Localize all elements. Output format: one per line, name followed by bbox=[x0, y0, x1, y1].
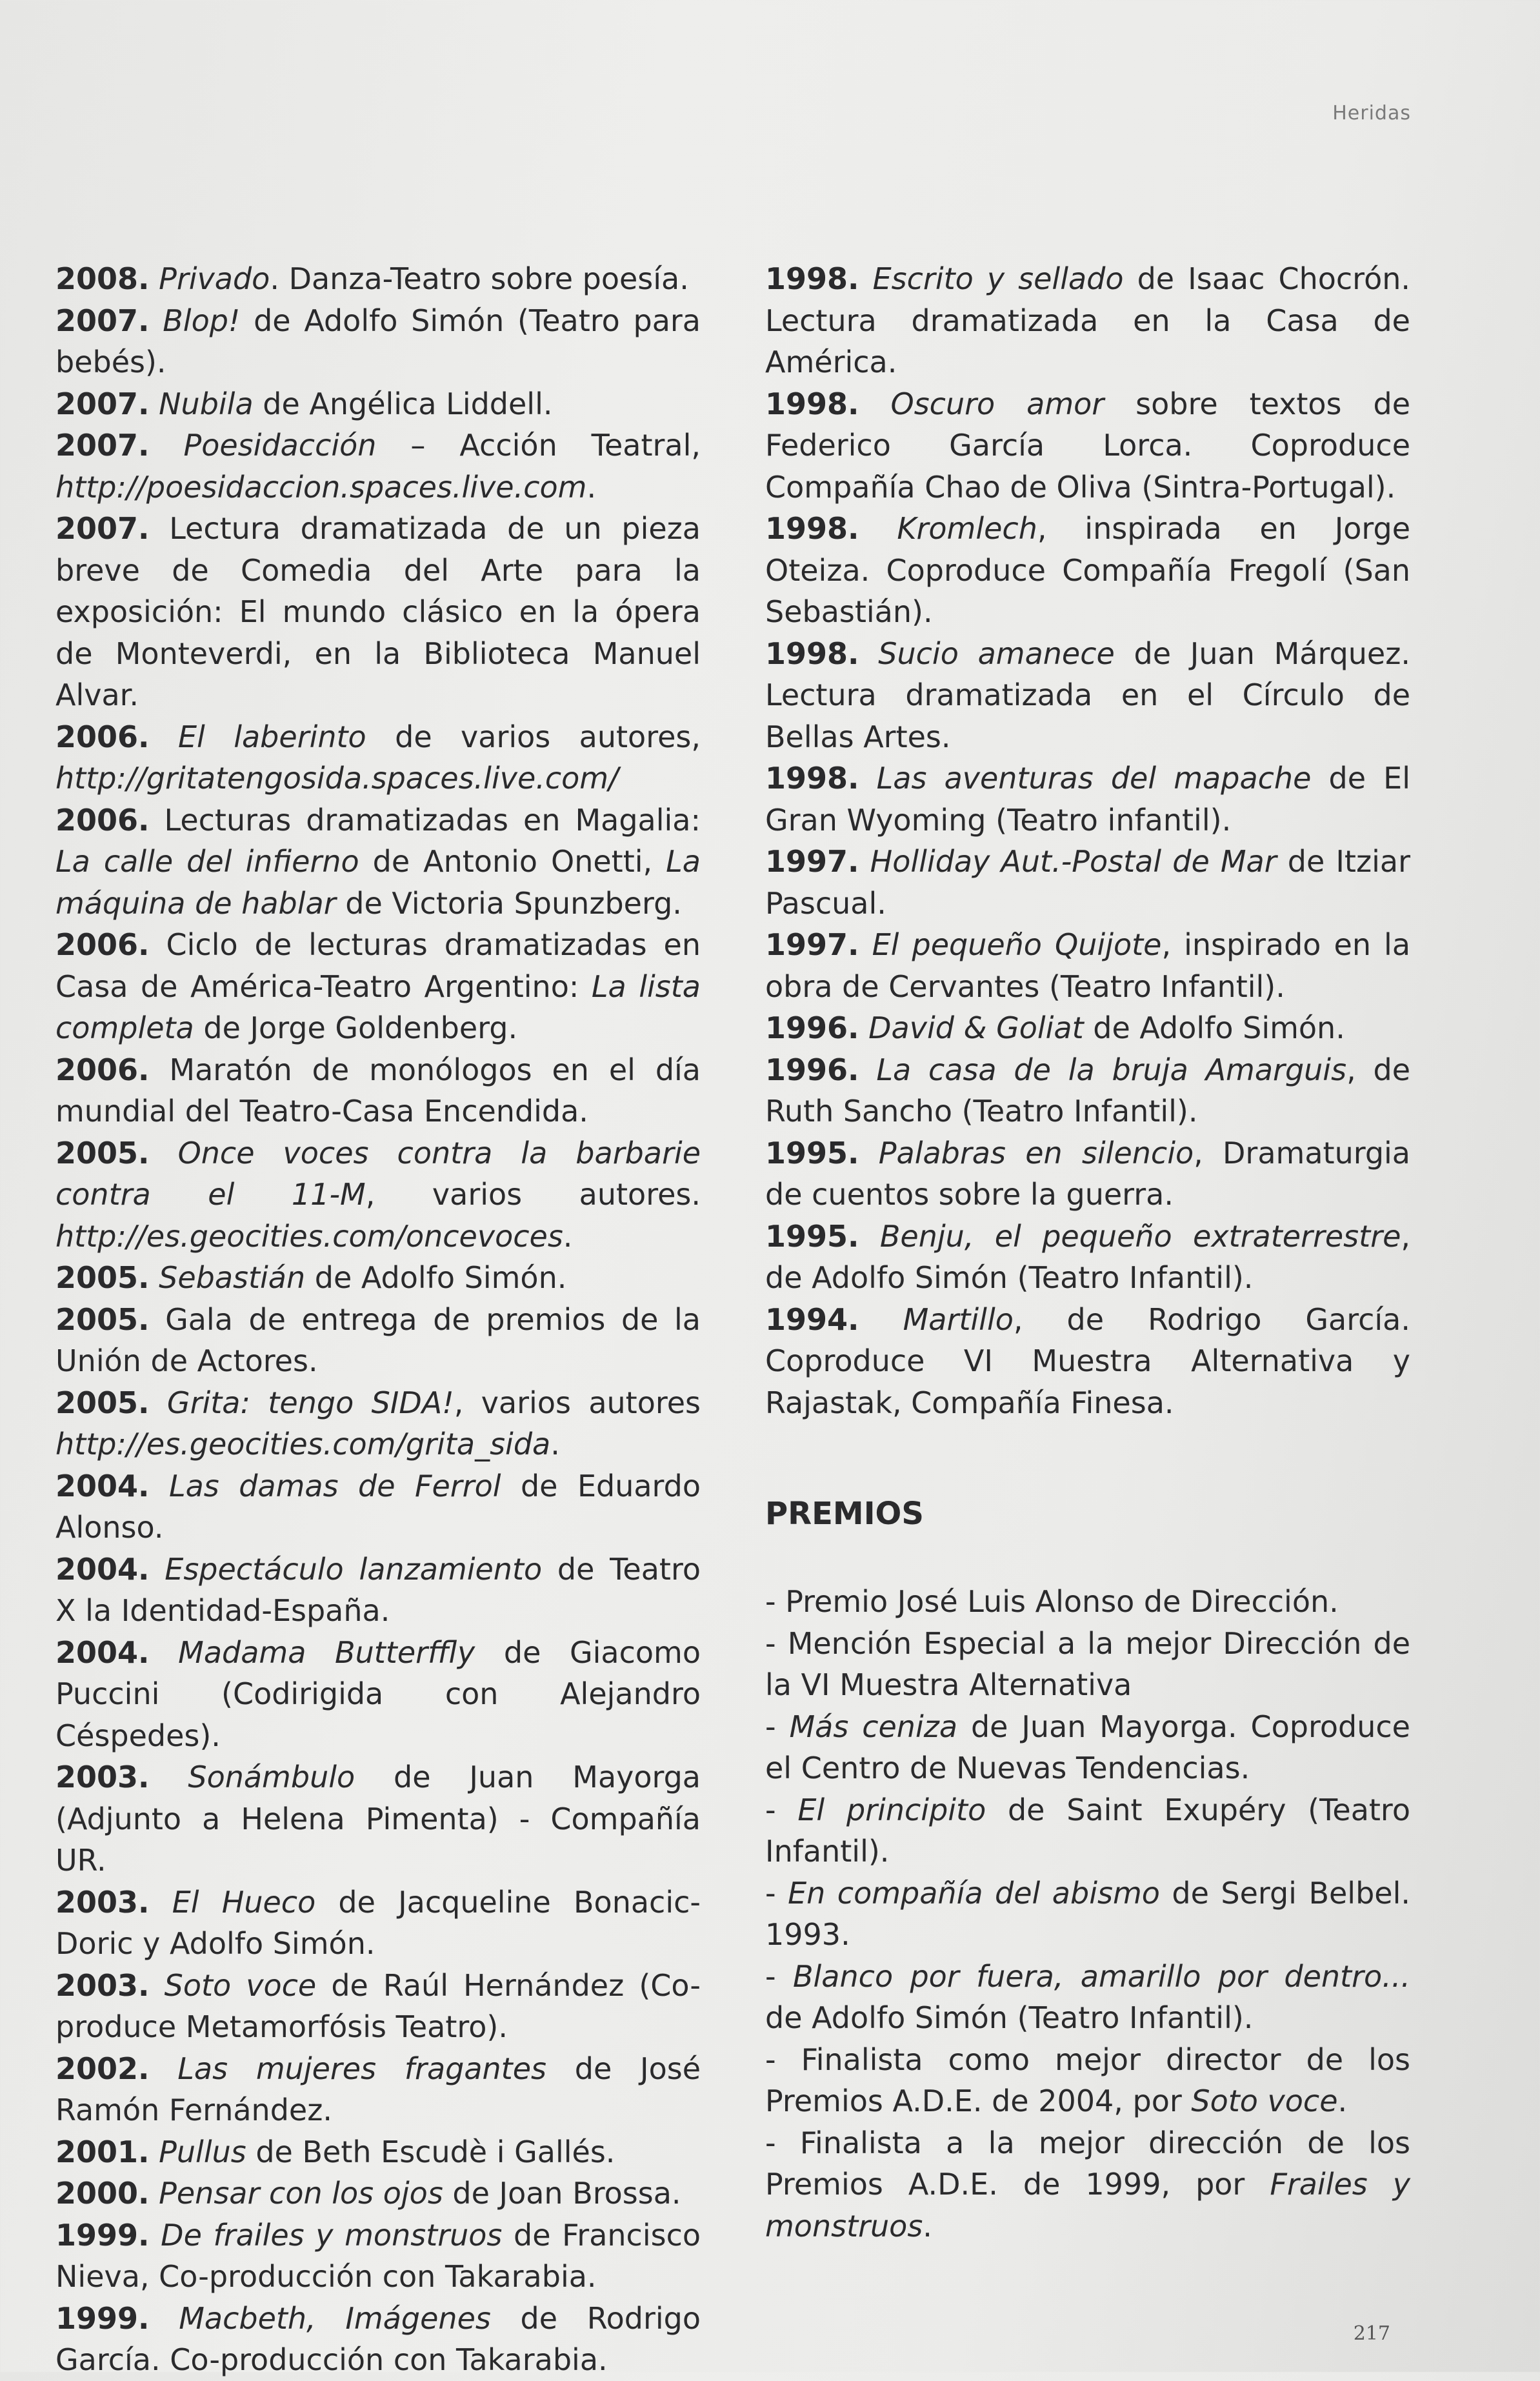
text-run: Ciclo de lecturas dramatizadas en Casa de América-Teatro Argentino: bbox=[55, 927, 701, 1004]
text-run: de Adolfo Simón (Teatro Infantil). bbox=[765, 2000, 1254, 2035]
italic-title: Escrito y sellado bbox=[872, 261, 1124, 296]
text-run bbox=[150, 2176, 159, 2211]
text-run bbox=[150, 1552, 165, 1587]
production-entry bbox=[55, 1756, 701, 1882]
entry-year: 2004. bbox=[55, 1551, 150, 1587]
italic-title: Benju, el pequeño extraterrestre bbox=[879, 1218, 1401, 1254]
italic-title: Privado bbox=[159, 261, 270, 296]
italic-title: La máquina de hablar bbox=[55, 844, 701, 921]
production-entry bbox=[55, 1632, 701, 1757]
entry-year: 2006. bbox=[55, 802, 150, 838]
text-run: - bbox=[765, 1792, 798, 1827]
left-column bbox=[55, 258, 701, 2381]
italic-title: Oscuro amor bbox=[890, 386, 1105, 421]
text-run: de Antonio Onetti, bbox=[359, 844, 666, 879]
italic-title: De frailes y monstruos bbox=[161, 2217, 503, 2253]
text-run bbox=[859, 1136, 879, 1170]
text-run: – Acción Teatral, bbox=[376, 428, 701, 463]
italic-title: Poesidacción bbox=[183, 428, 377, 463]
text-run bbox=[150, 303, 163, 338]
text-run: de Juan Márquez. Lectura dramatizada en el Círculo de Bellas Artes. bbox=[765, 636, 1410, 754]
text-run: , varios autores. bbox=[365, 1177, 701, 1212]
italic-title: El laberinto bbox=[177, 719, 366, 754]
production-entry bbox=[55, 1049, 701, 1132]
text-run: , de Adolfo Simón (Teatro Infantil). bbox=[765, 1218, 1410, 1295]
text-run: de Raúl Hernández (Co-produce Metamorfósis Teatro). bbox=[55, 1967, 701, 2044]
text-run: de Giacomo Puccini (Codirigida con Alejandro Céspedes). bbox=[55, 1634, 701, 1753]
text-run bbox=[859, 636, 879, 671]
page-number: 217 bbox=[1353, 2322, 1390, 2345]
production-entry bbox=[55, 1257, 701, 1299]
production-entry bbox=[55, 1465, 701, 1549]
italic-title: http://poesidaccion.spaces.live.com bbox=[55, 469, 587, 505]
italic-title: Frailes y monstruos bbox=[765, 2167, 1410, 2244]
prize-item bbox=[765, 1873, 1410, 1956]
text-run bbox=[150, 2218, 161, 2253]
text-run bbox=[859, 1010, 869, 1045]
entry-year: 2005. bbox=[55, 1135, 150, 1170]
italic-title: El Hueco bbox=[172, 1884, 316, 1920]
prize-item bbox=[765, 1706, 1410, 1789]
production-entry bbox=[55, 1299, 701, 1382]
production-entry bbox=[55, 716, 701, 799]
entry-year: 2005. bbox=[55, 1385, 150, 1420]
text-run: de Adolfo Simón. bbox=[1083, 1010, 1345, 1045]
entry-year: 1998. bbox=[765, 511, 859, 546]
entry-year: 2002. bbox=[55, 2051, 150, 2086]
prize-item bbox=[765, 1789, 1410, 1873]
text-run: . bbox=[923, 2208, 932, 2244]
text-run bbox=[150, 1760, 188, 1794]
text-run bbox=[150, 1635, 179, 1670]
entry-year: 2003. bbox=[55, 1760, 150, 1794]
entry-year: 1999. bbox=[55, 2217, 150, 2253]
text-run: de Sergi Belbel. 1993. bbox=[765, 1875, 1410, 1952]
text-run: Gala de entrega de premios de la Unión de Actores. bbox=[55, 1301, 701, 1378]
text-run: de varios autores, bbox=[366, 719, 701, 754]
text-run bbox=[859, 261, 873, 296]
text-run bbox=[859, 1219, 880, 1254]
text-run bbox=[859, 1302, 903, 1337]
prize-item bbox=[765, 2122, 1410, 2247]
text-run: de Joan Brossa. bbox=[443, 2176, 681, 2211]
entry-year: 2008. bbox=[55, 261, 150, 296]
entry-year: 1995. bbox=[765, 1218, 859, 1254]
text-run: de Teatro X la Identidad-España. bbox=[55, 1551, 701, 1628]
entry-year: 2006. bbox=[55, 1052, 150, 1087]
italic-title: Sonámbulo bbox=[188, 1760, 355, 1794]
text-run: de Angélica Liddell. bbox=[253, 386, 553, 421]
production-entry bbox=[765, 758, 1410, 841]
production-entry bbox=[55, 1382, 701, 1465]
production-entry bbox=[55, 1132, 701, 1258]
entry-year: 1998. bbox=[765, 386, 859, 421]
production-entry bbox=[765, 258, 1410, 383]
entry-year: 2000. bbox=[55, 2176, 150, 2211]
right-entries bbox=[765, 258, 1410, 1423]
production-entry bbox=[55, 924, 701, 1049]
italic-title: La lista completa bbox=[55, 969, 701, 1045]
italic-title: Las mujeres fragantes bbox=[177, 2051, 546, 2086]
text-run bbox=[150, 1885, 172, 1920]
text-run bbox=[859, 511, 897, 546]
text-run bbox=[150, 2301, 179, 2336]
text-run: , inspirado en la obra de Cervantes (Teatro Infantil). bbox=[765, 927, 1411, 1004]
production-entry bbox=[55, 383, 701, 425]
text-run: - bbox=[765, 1875, 788, 1911]
text-run: . Danza-Teatro sobre poesía. bbox=[270, 261, 689, 296]
production-entry bbox=[765, 1007, 1410, 1049]
text-run bbox=[150, 2051, 178, 2086]
italic-title: El principito bbox=[797, 1792, 986, 1827]
premios-list bbox=[765, 1581, 1410, 2247]
entry-year: 2007. bbox=[55, 511, 150, 546]
text-run bbox=[150, 428, 184, 463]
premios-heading: PREMIOS bbox=[765, 1496, 924, 1532]
production-entry bbox=[55, 2215, 701, 2298]
entry-year: 2005. bbox=[55, 1260, 150, 1295]
text-run: - Mención Especial a la mejor Dirección de la VI Muestra Alternativa bbox=[765, 1625, 1410, 1702]
text-run bbox=[150, 1260, 159, 1295]
production-entry bbox=[765, 924, 1410, 1007]
text-run: de Itziar Pascual. bbox=[765, 844, 1410, 921]
text-run: de Jorge Goldenberg. bbox=[194, 1010, 518, 1045]
text-run: de Juan Mayorga (Adjunto a Helena Pimenta) - Compañía UR. bbox=[55, 1760, 701, 1878]
entry-year: 2003. bbox=[55, 1967, 150, 2003]
text-run: sobre textos de Federico García Lorca. Coproduce Compañía Chao de Oliva (Sintra-Portugal). bbox=[765, 386, 1410, 505]
entry-year: 2007. bbox=[55, 428, 150, 463]
text-run: de Francisco Nieva, Co-producción con Takarabia. bbox=[55, 2217, 701, 2294]
italic-title: Once voces contra la barbarie contra el 11-M bbox=[55, 1135, 701, 1212]
entry-year: 1994. bbox=[765, 1301, 859, 1337]
italic-title: Macbeth, Imágenes bbox=[179, 2300, 491, 2336]
italic-title: Holliday Aut.-Postal de Mar bbox=[870, 844, 1277, 879]
entry-year: 2004. bbox=[55, 1634, 150, 1670]
italic-title: Soto voce bbox=[1191, 2084, 1338, 2118]
entry-year: 1996. bbox=[765, 1052, 859, 1087]
text-run bbox=[150, 261, 159, 296]
production-entry bbox=[765, 1132, 1410, 1216]
production-entry bbox=[55, 2298, 701, 2381]
italic-title: Martillo bbox=[903, 1301, 1014, 1337]
entry-year: 1998. bbox=[765, 761, 859, 796]
text-run: Maratón de monólogos en el día mundial del Teatro-Casa Encendida. bbox=[55, 1052, 701, 1129]
entry-year: 1998. bbox=[765, 261, 859, 296]
text-run bbox=[859, 761, 877, 796]
entry-year: 2007. bbox=[55, 303, 150, 338]
text-run: - bbox=[765, 1958, 793, 1994]
production-entry bbox=[55, 1882, 701, 1965]
italic-title: Blop! bbox=[163, 303, 241, 338]
entry-year: 1998. bbox=[765, 636, 859, 671]
text-run: de Adolfo Simón. bbox=[305, 1260, 567, 1295]
text-run bbox=[859, 844, 870, 879]
italic-title: Pullus bbox=[159, 2134, 246, 2169]
text-run: de Victoria Spunzberg. bbox=[335, 885, 682, 921]
italic-title: La calle del infierno bbox=[55, 844, 359, 879]
text-run bbox=[150, 1136, 178, 1170]
entry-year: 2001. bbox=[55, 2134, 150, 2169]
production-entry bbox=[765, 383, 1410, 508]
italic-title: Sucio amanece bbox=[878, 636, 1115, 671]
right-column bbox=[765, 258, 1410, 2247]
text-run: - Finalista como mejor director de los Premios A.D.E. de 2004, por bbox=[765, 2042, 1410, 2118]
production-entry bbox=[55, 1549, 701, 1632]
entry-year: 2006. bbox=[55, 719, 150, 754]
text-run bbox=[150, 719, 178, 754]
text-run bbox=[150, 2135, 159, 2169]
italic-title: Pensar con los ojos bbox=[159, 2176, 443, 2211]
italic-title: Las damas de Ferrol bbox=[168, 1468, 501, 1503]
text-run bbox=[859, 1052, 877, 1087]
text-run bbox=[859, 927, 872, 962]
text-run bbox=[150, 1968, 165, 2003]
entry-year: 2003. bbox=[55, 1884, 150, 1920]
production-entry bbox=[55, 1965, 701, 2048]
production-entry bbox=[765, 841, 1410, 924]
italic-title: Espectáculo lanzamiento bbox=[165, 1551, 543, 1587]
italic-title: Blanco por fuera, amarillo por dentro... bbox=[792, 1958, 1410, 1994]
italic-title: En compañía del abismo bbox=[788, 1875, 1160, 1911]
text-run: , de Ruth Sancho (Teatro Infantil). bbox=[765, 1052, 1411, 1129]
production-entry bbox=[55, 2048, 701, 2131]
prize-item bbox=[765, 2039, 1410, 2122]
production-entry bbox=[765, 1216, 1410, 1299]
text-run: de Adolfo Simón (Teatro para bebés). bbox=[55, 303, 701, 379]
text-run: de Beth Escudè i Gallés. bbox=[246, 2134, 615, 2169]
italic-title: http://gritatengosida.spaces.live.com/ bbox=[55, 761, 619, 796]
entry-year: 1997. bbox=[765, 927, 859, 962]
text-run: . bbox=[1337, 2084, 1348, 2118]
entry-year: 2004. bbox=[55, 1468, 150, 1503]
italic-title: Grita: tengo SIDA! bbox=[166, 1385, 454, 1420]
italic-title: http://es.geocities.com/oncevoces bbox=[55, 1218, 563, 1254]
italic-title: Palabras en silencio bbox=[878, 1135, 1194, 1170]
italic-title: Soto voce bbox=[164, 1967, 317, 2003]
production-entry bbox=[55, 2173, 701, 2215]
text-run: de Eduardo Alonso. bbox=[55, 1468, 701, 1545]
text-run: de Juan Mayorga. Coproduce el Centro de Nuevas Tendencias. bbox=[765, 1709, 1410, 1785]
text-run bbox=[150, 1385, 167, 1420]
italic-title: Las aventuras del mapache bbox=[876, 761, 1312, 796]
italic-title: Sebastián bbox=[159, 1260, 306, 1295]
entry-year: 2006. bbox=[55, 927, 150, 962]
text-run: de José Ramón Fernández. bbox=[55, 2051, 701, 2127]
italic-title: Más ceniza bbox=[789, 1709, 958, 1744]
production-entry bbox=[55, 799, 701, 925]
text-run: . bbox=[563, 1218, 573, 1254]
text-run bbox=[859, 387, 891, 421]
text-run: , de Rodrigo García. Coproduce VI Muestra Alternativa y Rajastak, Compañía Finesa. bbox=[765, 1301, 1410, 1420]
text-run: Lectura dramatizada de un pieza breve de Comedia del Arte para la exposición: El mundo clásico en la ópera de Monteverdi, en la Biblioteca Manuel Alvar. bbox=[55, 511, 701, 712]
prize-item bbox=[765, 1956, 1410, 2039]
text-run: Lecturas dramatizadas en Magalia: bbox=[149, 802, 701, 838]
prize-item bbox=[765, 1581, 1410, 1623]
production-entry bbox=[55, 425, 701, 508]
italic-title: Madama Butterffly bbox=[178, 1634, 475, 1670]
text-run: - Premio José Luis Alonso de Dirección. bbox=[765, 1584, 1339, 1619]
production-entry bbox=[765, 1299, 1410, 1424]
text-run: , inspirada en Jorge Oteiza. Coproduce Compañía Fregolí (San Sebastián). bbox=[765, 511, 1411, 629]
italic-title: Kromlech bbox=[897, 511, 1037, 546]
text-run: . bbox=[550, 1427, 560, 1462]
production-entry bbox=[55, 2131, 701, 2173]
production-entry bbox=[765, 633, 1410, 758]
prize-item bbox=[765, 1623, 1410, 1706]
text-run: de Jacqueline Bonacic-Doric y Adolfo Simón. bbox=[55, 1884, 701, 1961]
italic-title: Nubila bbox=[159, 386, 254, 421]
entry-year: 1997. bbox=[765, 844, 859, 879]
production-entry bbox=[55, 258, 701, 300]
text-run: , Dramaturgia de cuentos sobre la guerra. bbox=[765, 1135, 1410, 1212]
text-run: de Isaac Chocrón. Lectura dramatizada en la Casa de América. bbox=[765, 261, 1410, 379]
italic-title: David & Goliat bbox=[868, 1010, 1084, 1045]
entry-year: 2005. bbox=[55, 1301, 150, 1337]
text-run: de Rodrigo García. Co-producción con Takarabia. bbox=[55, 2300, 701, 2377]
entry-year: 1999. bbox=[55, 2300, 150, 2336]
entry-year: 1995. bbox=[765, 1135, 859, 1170]
text-run bbox=[150, 1469, 169, 1503]
text-run: - Finalista a la mejor dirección de los Premios A.D.E. de 1999, por bbox=[765, 2125, 1410, 2202]
production-entry bbox=[765, 1049, 1410, 1132]
text-run: , varios autores bbox=[454, 1385, 701, 1420]
italic-title: http://es.geocities.com/grita_sida bbox=[55, 1427, 551, 1462]
italic-title: La casa de la bruja Amarguis bbox=[876, 1052, 1347, 1087]
italic-title: El pequeño Quijote bbox=[872, 927, 1162, 962]
production-entry bbox=[55, 300, 701, 383]
running-head: Heridas bbox=[1332, 102, 1411, 125]
entry-year: 1996. bbox=[765, 1010, 859, 1045]
text-run: de Saint Exupéry (Teatro Infantil). bbox=[765, 1792, 1410, 1869]
text-run: . bbox=[586, 469, 597, 505]
production-entry bbox=[765, 508, 1410, 633]
text-run: de El Gran Wyoming (Teatro infantil). bbox=[765, 761, 1411, 838]
text-run: - bbox=[765, 1709, 790, 1744]
production-entry bbox=[55, 508, 701, 716]
text-run bbox=[150, 387, 159, 421]
entry-year: 2007. bbox=[55, 386, 150, 421]
